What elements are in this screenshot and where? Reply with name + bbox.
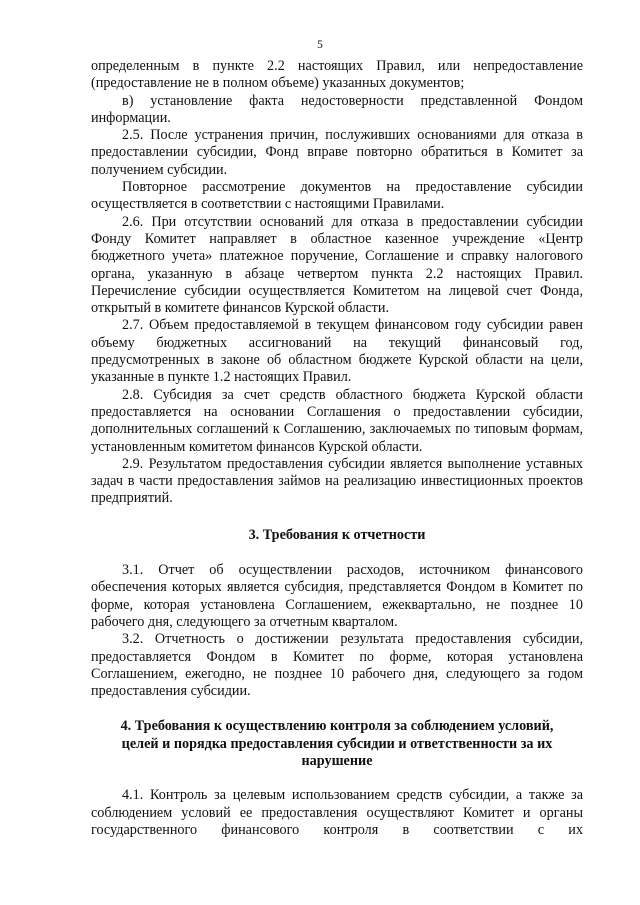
document-body — [91, 58, 583, 839]
paragraph-2-8: 2.8. Субсидия за счет средств областного бюджета Курской области предоставляется на основании Соглашения о предоставлении субсидии, дополнительных соглашений к Соглашению, заключаемых по типовым формам, установленным комитетом финансов Курской области. — [91, 386, 583, 455]
section-4-heading-line-1: 4. Требования к осуществлению контроля за соблюдением условий, — [120, 718, 554, 735]
paragraph-4-1: 4.1. Контроль за целевым использованием средств субсидии, а также за соблюдением условий ее предоставления осуществляют Комитет и органы государственного финансового контроля в соответствии с их — [91, 787, 583, 838]
paragraph-3-2: 3.2. Отчетность о достижении результата предоставления субсидии, предоставляется Фондом в Комитет по форме, которая установлена Соглашением, ежегодно, не позднее 10 рабочего дня, следующего за годом предоставления субсидии. — [91, 631, 583, 700]
section-4-heading-line-2: целей и порядка предоставления субсидии и ответственности за их — [121, 735, 553, 752]
paragraph-2-6: 2.6. При отсутствии оснований для отказа в предоставлении субсидии Фонду Комитет направляет в областное казенное учреждение «Центр бюджетного учета» платежное поручение, Соглашение и справку налогового органа, указанную в абзаце четвертом пункта 2.2 настоящих Правил. Перечисление субсидии осуществляется Комитетом на лицевой счет Фонда, открытый в комитете финансов Курской области. — [91, 213, 583, 317]
section-3-heading: 3. Требования к отчетности — [248, 526, 426, 543]
paragraph-2-7: 2.7. Объем предоставляемой в текущем финансовом году субсидии равен объему бюджетных ассигнований на текущий финансовый год, предусмотренных в законе об областном бюджете Курской области на цели, указанные в пункте 1.2 настоящих Правил. — [91, 317, 583, 386]
paragraph-continuation: определенным в пункте 2.2 настоящих Правил, или непредоставление (предоставление не в полном объеме) указанных документов; — [91, 58, 583, 92]
paragraph-3-1: 3.1. Отчет об осуществлении расходов, источником финансового обеспечения которых является субсидия, представляется Фондом в Комитет по форме, которая установлена Соглашением, ежеквартально, не позднее 10 рабочего дня, следующего за отчетным кварталом. — [91, 562, 583, 630]
page-number: 5 — [317, 39, 323, 51]
paragraph-repeat-review: Повторное рассмотрение документов на предоставление субсидии осуществляется в соответствии с настоящими Правилами. — [91, 179, 583, 213]
paragraph-2-5: 2.5. После устранения причин, послуживших основаниями для отказа в предоставлении субсидии, Фонд вправе повторно обратиться в Комитет за получением субсидии. — [91, 127, 583, 178]
paragraph-2-9: 2.9. Результатом предоставления субсидии является выполнение уставных задач в части предоставления займов на реализацию инвестиционных проектов предприятий. — [91, 455, 583, 507]
paragraph-item-v: в) установление факта недостоверности представленной Фондом информации. — [91, 92, 583, 126]
section-4-heading-line-3: нарушение — [301, 752, 373, 769]
